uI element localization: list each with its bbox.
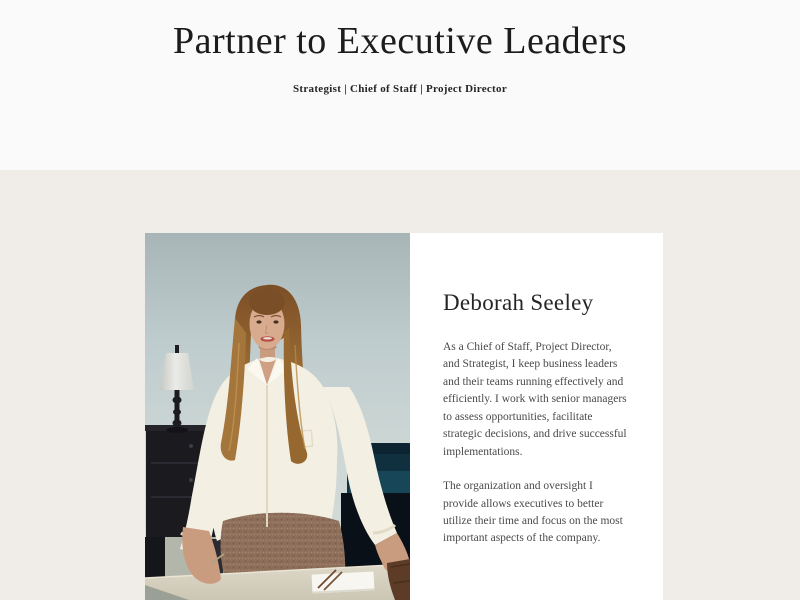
profile-bio-paragraph-2: The organization and oversight I provide allows executives to better utilize their time and focus on the most important aspects of the company. bbox=[443, 480, 623, 545]
page-title: Partner to Executive Leaders bbox=[173, 20, 627, 62]
profile-bio-paragraph-1: As a Chief of Staff, Project Director, and Strategist, I keep business leaders and their teams running effectively and efficiently. I work with senior managers to assess opportunities, facilitate strategic decisions, and drive successful implementations. bbox=[443, 340, 627, 458]
about-section bbox=[0, 170, 800, 600]
page-subtitle: Strategist | Chief of Staff | Project Director bbox=[292, 82, 508, 95]
profile-card bbox=[145, 233, 663, 600]
profile-text-panel bbox=[410, 233, 663, 600]
profile-photo bbox=[145, 233, 410, 600]
profile-name: Deborah Seeley bbox=[443, 290, 594, 315]
profile-photo-illustration bbox=[145, 233, 410, 600]
hero-header bbox=[0, 0, 800, 170]
